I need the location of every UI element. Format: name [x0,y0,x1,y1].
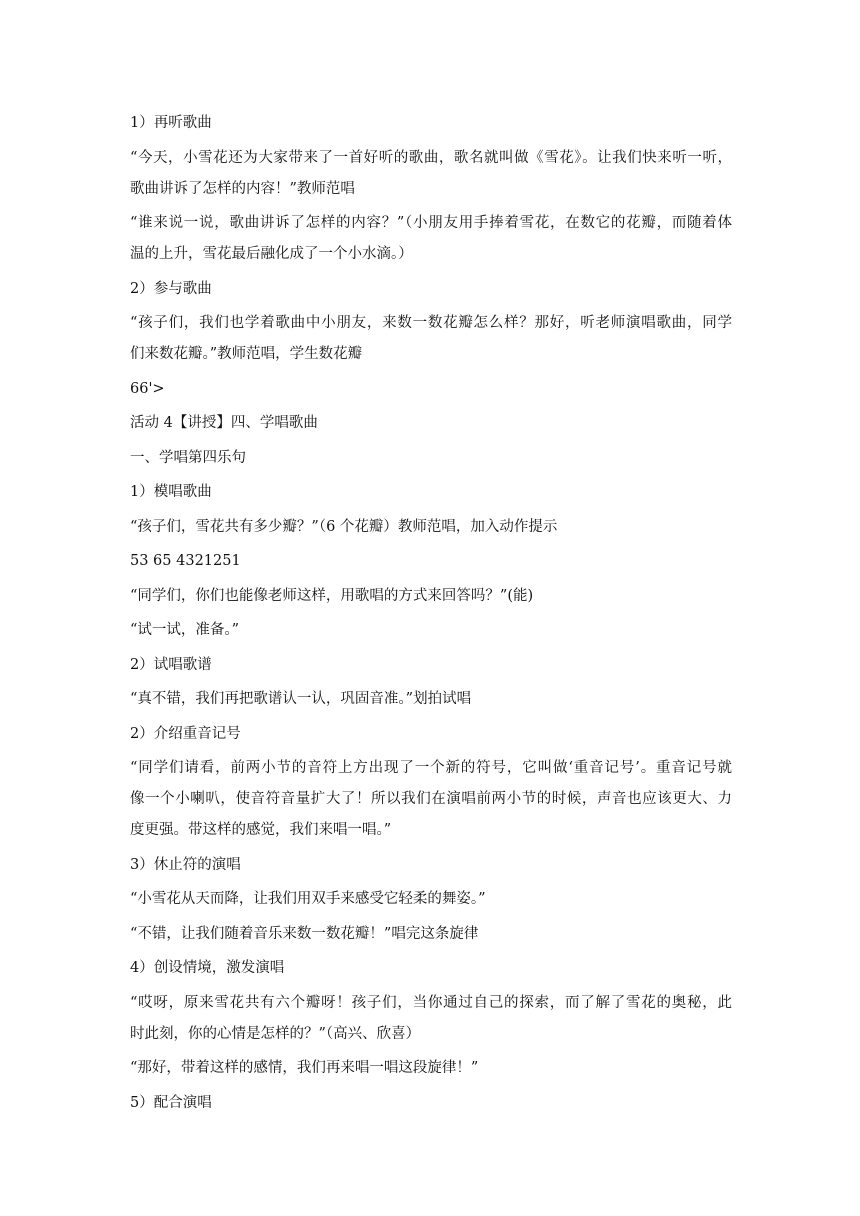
stray-markup-text: 66'> [130,380,165,397]
heading-create-context: 4）创设情境，激发演唱 [130,960,285,976]
document-body [130,108,732,1119]
heading-try-score: 2）试唱歌谱 [130,656,212,673]
paragraph-line: “试一试，准备。” [130,622,240,638]
heading-rest-singing: 3）休止符的演唱 [130,856,241,873]
paragraph-line: 们来数花瓣。”教师范唱，学生数花瓣 [130,346,363,362]
paragraph-line: “谁来说一说，歌曲讲诉了怎样的内容？”（小朋友用手捧着雪花，在数它的花瓣，而随着体 [130,215,732,231]
paragraph-line: “哎呀，原来雪花共有六个瓣呀！孩子们，当你通过自己的探索，而了解了雪花的奥秘，此 [130,994,732,1011]
heading-listen-again: 1）再听歌曲 [130,115,212,131]
section-heading: 一、学唱第四乐句 [130,449,246,466]
paragraph-line: 温的上升，雪花最后融化成了一个小水滴。） [130,246,413,262]
paragraph-line: “真不错，我们再把歌谱认一认，巩固音准。”划拍试唱 [130,691,472,707]
music-notation: 53 65 4321251 [130,553,241,569]
paragraph-line: “那好，带着这样的感情，我们再来唱一唱这段旋律！” [130,1060,479,1076]
paragraph-line: “同学们，你们也能像老师这样，用歌唱的方式来回答吗？”(能) [130,587,534,604]
paragraph-line: “小雪花从天而降，让我们用双手来感受它轻柔的舞姿。” [130,891,486,907]
heading-accent-mark: 2）介绍重音记号 [130,725,241,742]
paragraph-line: 时此刻，你的心情是怎样的？”（高兴、欣喜） [130,1025,421,1042]
paragraph-line: “孩子们，雪花共有多少瓣？”（6 个花瓣）教师范唱，加入动作提示 [130,518,558,535]
paragraph-line: 歌曲讲诉了怎样的内容！”教师范唱 [130,180,355,197]
paragraph-line: 像一个小喇叭，使音符音量扩大了！所以我们在演唱前两小节的时候，声音也应该更大、力 [130,791,732,807]
paragraph-line: “今天，小雪花还为大家带来了一首好听的歌曲，歌名就叫做《雪花》。让我们快来听一听， [130,149,732,166]
paragraph-line: “不错，让我们随着音乐来数一数花瓣！”唱完这条旋律 [130,925,479,942]
paragraph-line: “孩子们，我们也学着歌曲中小朋友，来数一数花瓣怎么样？那好，听老师演唱歌曲，同学 [130,315,732,331]
activity-heading: 活动 4【讲授】四、学唱歌曲 [130,415,318,431]
paragraph-line: “同学们请看，前两小节的音符上方出现了一个新的符号，它叫做‘重音记号’。重音记号就 [130,760,732,776]
heading-imitate-singing: 1）模唱歌曲 [130,484,212,500]
heading-cooperative-singing: 5）配合演唱 [130,1094,212,1111]
paragraph-line: 度更强。带这样的感觉，我们来唱一唱。” [130,822,392,838]
heading-participate: 2）参与歌曲 [130,280,212,297]
